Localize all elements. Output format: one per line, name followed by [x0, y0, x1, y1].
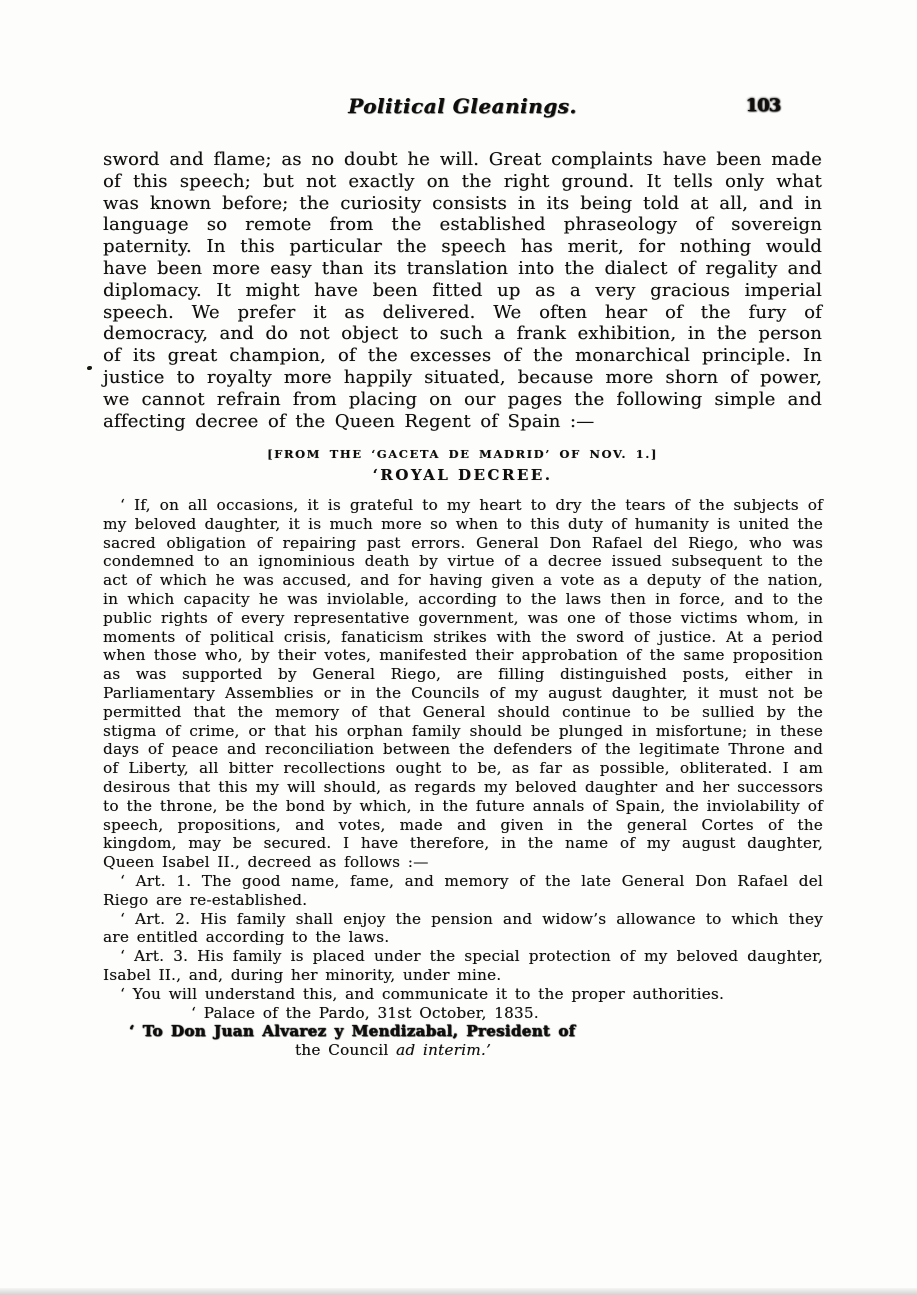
decree-address-line: ‘ To Don Juan Alvarez y Mendizabal, President of	[129, 1022, 576, 1041]
decree-body-paragraph: ‘ If, on all occasions, it is grateful to my heart to dry the tears of the subjects of my beloved daughter, it is much more so when to this duty of humanity is united the sacred obligation of repairing past errors. General Don Rafael del Riego, who was condemned to an ignominious death by virtue of a decree issued subsequent to the act of which he was accused, and for having given a vote as a deputy of the nation, in which capacity he was inviolable, according to the laws then in force, and to the public rights of every representative government, was one of those victims whom, in moments of political crisis, fanaticism strikes with the sword of justice. At a period when those who, by their votes, manifested their approbation of the same proposition as was supported by General Riego, are filling distinguished posts, either in Parliamentary Assemblies or in the Councils of my august daughter, it must not be permitted that the memory of that General should continue to be sullied by the stigma of crime, or that his orphan family should be plunged in misfortune; in these days of peace and reconciliation between the defenders of the legitimate Throne and of Liberty, all bitter recollections ought to be, as far as possible, obliterated. I am desirous that this my will should, as regards my beloved daughter and her successors to the throne, be the bond by which, in the future annals of Spain, the inviolability of speech, propositions, and votes, made and given in the general Cortes of the kingdom, may be secured. I have therefore, in the name of my august daughter, Queen Isabel II., decreed as follows :—	[103, 496, 823, 872]
decree-title: ‘ROYAL DECREE.	[372, 466, 553, 484]
decree-date-line: ‘ Palace of the Pardo, 31st October, 1835.	[191, 1003, 539, 1022]
decree-closing-instruction: ‘ You will understand this, and communicate it to the proper authorities.	[120, 984, 725, 1003]
decree-article-1: ‘ Art. 1. The good name, fame, and memory of the late General Don Rafael del Riego are re-established.	[103, 871, 823, 909]
decree-article-2: ‘ Art. 2. His family shall enjoy the pension and widow’s allowance to which they are entitled according to the laws.	[103, 909, 823, 947]
running-head	[103, 94, 822, 124]
decree-article-3: ‘ Art. 3. His family is placed under the special protection of my beloved daughter, Isabel II., and, during her minority, under mine.	[103, 947, 823, 984]
decree-block	[103, 496, 823, 1060]
address-line2-prefix: the Council	[294, 1041, 397, 1060]
address-line2-latin: ad interim.’	[396, 1041, 492, 1060]
ink-speck	[87, 366, 92, 370]
page-number: 103	[745, 95, 780, 116]
page-bottom-edge	[0, 1288, 917, 1295]
intro-paragraph: sword and flame; as no doubt he will. Great complaints have been made of this speech; but not exactly on the right ground. It tells only what was known before; the curiosity consists in its being told at all, and in language so remote from the established phraseology of sovereign paternity. In this particular the speech has merit, for nothing would have been more easy than its translation into the dialect of regality and diplomacy. It might have been fitted up as a very gracious imperial speech. We prefer it as delivered. We often hear of the fury of democracy, and do not object to such a frank exhibition, in the person of its great champion, of the excesses of the monarchical principle. In justice to royalty more happily situated, because more shorn of power, we cannot refrain from placing on our pages the following simple and affecting decree of the Queen Regent of Spain :—	[103, 149, 822, 432]
decree-address-line2	[103, 1041, 683, 1060]
page-title: Political Gleanings.	[348, 94, 577, 118]
decree-source-line: [FROM THE ‘GACETA DE MADRID’ OF NOV. 1.]	[267, 447, 658, 461]
